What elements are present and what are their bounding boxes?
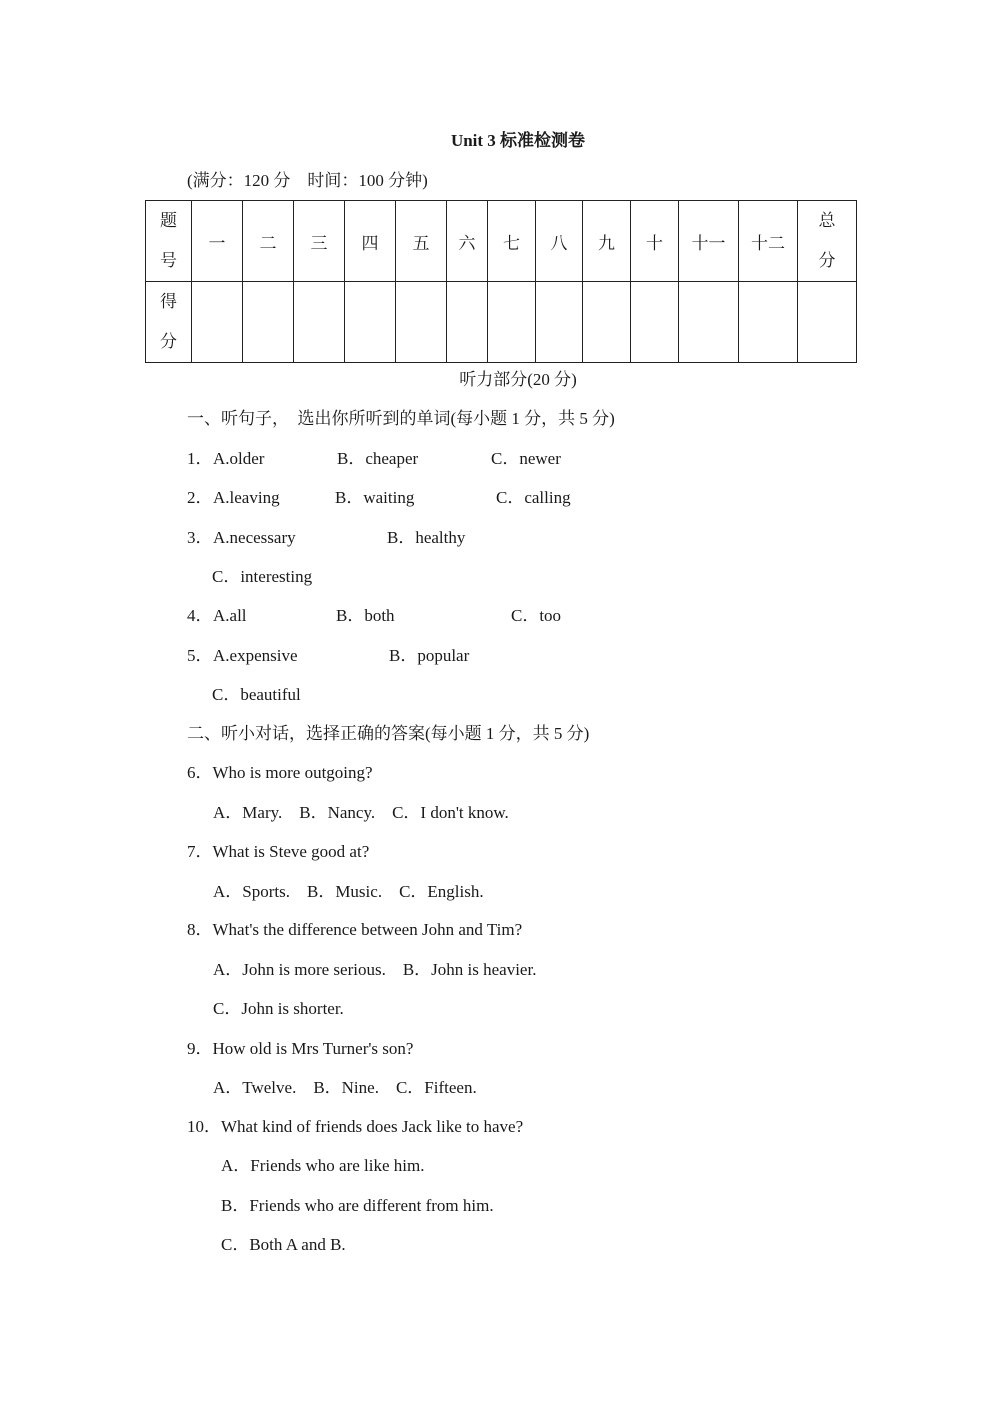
option-c[interactable]: C．interesting <box>212 567 313 586</box>
option-b[interactable]: B．Friends who are different from him. <box>221 1196 494 1215</box>
question-stem: 10．What kind of friends does Jack like to have? <box>187 1117 524 1136</box>
part1-heading: 一、听句子， 选出你所听到的单词(每小题 1 分，共 5 分) <box>187 409 615 428</box>
score-row <box>146 282 857 363</box>
answer-options[interactable]: A．Mary. B．Nancy. C．I don't know. <box>213 803 509 822</box>
column-header: 八 <box>536 201 583 282</box>
column-header: 三 <box>294 201 345 282</box>
question-number: 3． <box>187 528 213 547</box>
option-a[interactable]: A.all <box>213 606 247 625</box>
option-c[interactable]: C．Both A and B. <box>221 1235 346 1254</box>
score-cell[interactable] <box>679 282 739 363</box>
score-cell[interactable] <box>294 282 345 363</box>
option-b[interactable]: B．cheaper <box>337 449 419 468</box>
answer-options[interactable]: A．Twelve. B．Nine. C．Fifteen. <box>213 1078 477 1097</box>
option-b[interactable]: B．both <box>336 606 395 625</box>
column-header: 十一 <box>679 201 739 282</box>
score-cell[interactable] <box>739 282 798 363</box>
column-header: 二 <box>243 201 294 282</box>
score-cell[interactable] <box>488 282 536 363</box>
column-header: 六 <box>447 201 488 282</box>
question-stem: 9．How old is Mrs Turner's son? <box>187 1039 414 1058</box>
answer-options[interactable]: C．John is shorter. <box>213 999 344 1018</box>
answer-options[interactable]: A．John is more serious. B．John is heavier. <box>213 960 537 979</box>
column-header: 十二 <box>739 201 798 282</box>
option-a[interactable]: A.older <box>213 449 265 468</box>
column-header: 四 <box>345 201 396 282</box>
page-title: Unit 3 标准检测卷 <box>450 131 586 150</box>
total-label: 总 分 <box>798 201 857 282</box>
question-stem: 8．What's the difference between John and Tim? <box>187 920 523 939</box>
score-cell[interactable] <box>243 282 294 363</box>
option-a[interactable]: A.leaving <box>213 488 280 507</box>
score-cell[interactable] <box>192 282 243 363</box>
score-cell[interactable] <box>447 282 488 363</box>
score-cell[interactable] <box>345 282 396 363</box>
column-header: 一 <box>192 201 243 282</box>
score-cell[interactable] <box>798 282 857 363</box>
option-c[interactable]: C．beautiful <box>212 685 301 704</box>
question-number: 4． <box>187 606 213 625</box>
question-number-label: 题 号 <box>146 201 192 282</box>
option-c[interactable]: C．newer <box>491 449 561 468</box>
question-number-row <box>146 201 857 282</box>
listening-section-title: 听力部分(20 分) <box>459 370 577 389</box>
option-c[interactable]: C．calling <box>496 488 571 507</box>
column-header: 十 <box>631 201 679 282</box>
answer-options[interactable]: A．Sports. B．Music. C．English. <box>213 882 484 901</box>
score-cell[interactable] <box>631 282 679 363</box>
option-b[interactable]: B．waiting <box>335 488 415 507</box>
column-header: 九 <box>583 201 631 282</box>
score-table <box>145 200 857 363</box>
score-cell[interactable] <box>536 282 583 363</box>
option-a[interactable]: A．Friends who are like him. <box>221 1156 425 1175</box>
question-number: 1． <box>187 449 213 468</box>
option-b[interactable]: B．popular <box>389 646 470 665</box>
question-number: 5． <box>187 646 213 665</box>
score-time-info: (满分：120 分 时间：100 分钟) <box>187 171 428 190</box>
option-a[interactable]: A.necessary <box>213 528 296 547</box>
question-stem: 6．Who is more outgoing? <box>187 763 373 782</box>
option-b[interactable]: B．healthy <box>387 528 466 547</box>
score-cell[interactable] <box>396 282 447 363</box>
question-number: 2． <box>187 488 213 507</box>
score-cell[interactable] <box>583 282 631 363</box>
option-a[interactable]: A.expensive <box>213 646 298 665</box>
part2-heading: 二、听小对话，选择正确的答案(每小题 1 分，共 5 分) <box>187 724 590 743</box>
score-label: 得 分 <box>146 282 192 363</box>
question-stem: 7．What is Steve good at? <box>187 842 370 861</box>
column-header: 五 <box>396 201 447 282</box>
column-header: 七 <box>488 201 536 282</box>
option-c[interactable]: C．too <box>511 606 562 625</box>
